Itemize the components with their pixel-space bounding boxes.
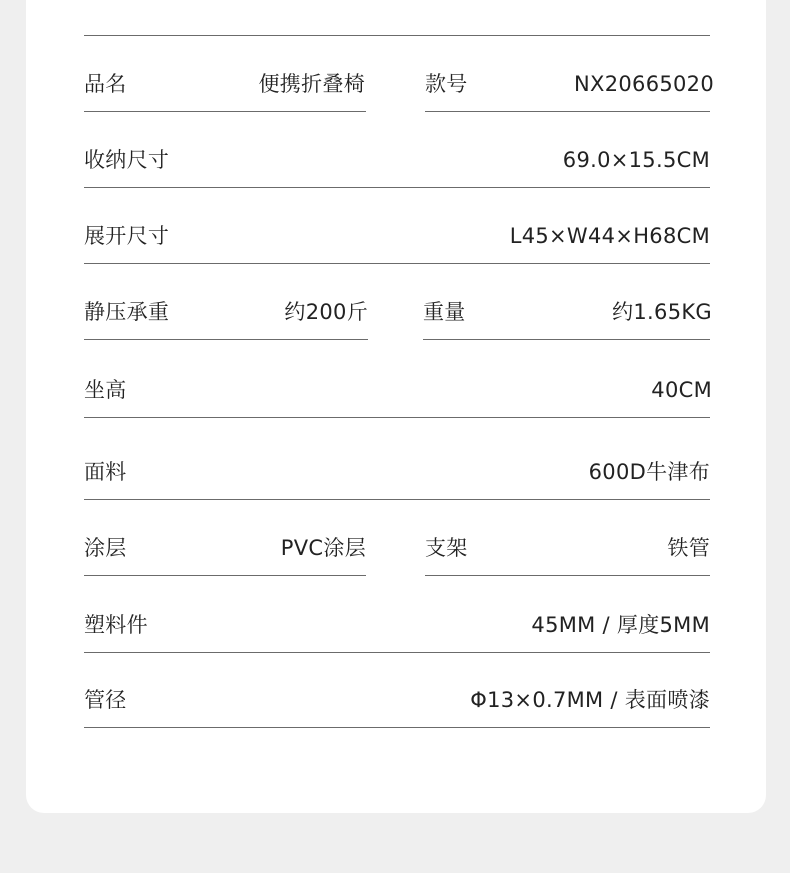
spec-value-tube-diameter: Φ13×0.7MM / 表面喷漆: [470, 688, 710, 712]
row-divider: [84, 263, 710, 264]
row-divider: [84, 187, 710, 188]
spec-label-seat-height: 坐高: [84, 378, 127, 402]
row-divider: [84, 575, 366, 576]
spec-value-weight: 约1.65KG: [612, 300, 712, 324]
spec-label-open-size: 展开尺寸: [84, 224, 170, 248]
spec-value-fabric: 600D牛津布: [588, 460, 710, 484]
row-divider: [84, 727, 710, 728]
row-divider: [425, 111, 710, 112]
row-divider: [425, 575, 710, 576]
top-divider: [84, 35, 710, 36]
spec-label-frame: 支架: [425, 536, 468, 560]
spec-label-fabric: 面料: [84, 460, 127, 484]
row-divider: [84, 652, 710, 653]
spec-value-seat-height: 40CM: [651, 378, 712, 402]
row-divider: [423, 339, 710, 340]
spec-value-name: 便携折叠椅: [258, 72, 365, 96]
row-divider: [84, 499, 710, 500]
spec-label-coating: 涂层: [84, 536, 127, 560]
spec-label-weight: 重量: [423, 300, 466, 324]
spec-label-model: 款号: [425, 72, 468, 96]
spec-value-frame: 铁管: [667, 536, 710, 560]
spec-value-open-size: L45×W44×H68CM: [509, 224, 710, 248]
spec-label-plastic-parts: 塑料件: [84, 613, 148, 637]
spec-label-name: 品名: [84, 72, 127, 96]
row-divider: [84, 111, 366, 112]
spec-label-tube-diameter: 管径: [84, 688, 127, 712]
spec-value-coating: PVC涂层: [280, 536, 366, 560]
spec-value-plastic-parts: 45MM / 厚度5MM: [531, 613, 710, 637]
spec-value-model: NX20665020: [574, 72, 714, 96]
spec-value-folded-size: 69.0×15.5CM: [562, 148, 710, 172]
row-divider: [84, 417, 710, 418]
spec-value-load: 约200斤: [284, 300, 368, 324]
spec-label-folded-size: 收纳尺寸: [84, 148, 170, 172]
spec-label-load: 静压承重: [84, 300, 170, 324]
row-divider: [84, 339, 368, 340]
